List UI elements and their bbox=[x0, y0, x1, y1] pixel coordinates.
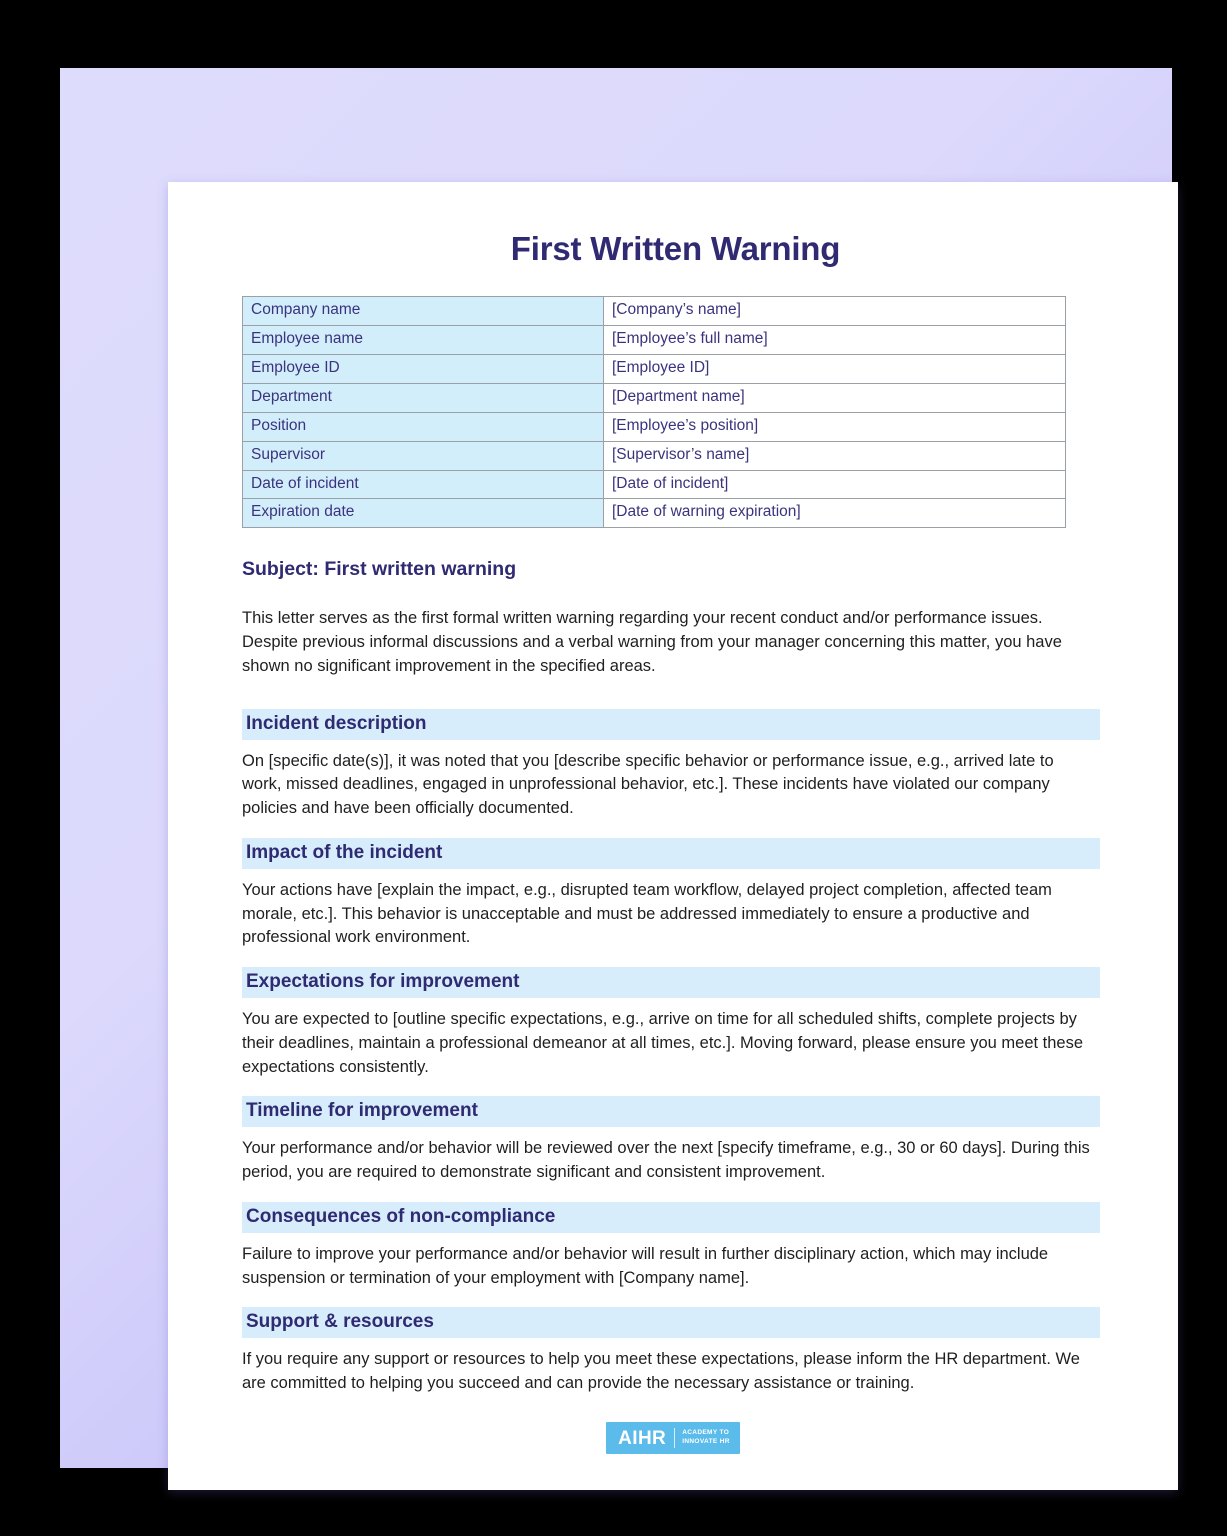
section-heading: Incident description bbox=[242, 709, 1100, 740]
employee-info-table bbox=[242, 296, 1066, 528]
info-label: Supervisor bbox=[243, 441, 604, 470]
info-label: Position bbox=[243, 412, 604, 441]
section-incident-description bbox=[242, 679, 1109, 821]
document-content bbox=[242, 182, 1109, 1396]
document-mat-background bbox=[60, 68, 1172, 1468]
aihr-logo-tagline bbox=[682, 1429, 730, 1446]
logo-divider bbox=[674, 1428, 675, 1448]
aihr-logo bbox=[606, 1422, 740, 1454]
section-support-and-resources bbox=[242, 1290, 1109, 1396]
info-value[interactable]: [Employee’s position] bbox=[604, 412, 1066, 441]
table-row bbox=[243, 470, 1066, 499]
section-body: Your performance and/or behavior will be reviewed over the next [specify timeframe, e.g., 30 or 60 days]. During this period, you are required to demonstrate significant and consistent improvement. bbox=[242, 1139, 1090, 1182]
info-label: Date of incident bbox=[243, 470, 604, 499]
subject-line: Subject: First written warning bbox=[242, 558, 517, 581]
section-consequences-of-non-compliance bbox=[242, 1185, 1109, 1291]
info-value[interactable]: [Date of warning expiration] bbox=[604, 499, 1066, 528]
document-page bbox=[168, 182, 1178, 1490]
section-heading: Support & resources bbox=[242, 1307, 1100, 1338]
section-heading: Expectations for improvement bbox=[242, 967, 1100, 998]
table-row bbox=[243, 354, 1066, 383]
section-expectations-for-improvement bbox=[242, 950, 1109, 1079]
info-label: Expiration date bbox=[243, 499, 604, 528]
info-label: Employee ID bbox=[243, 354, 604, 383]
info-value[interactable]: [Company’s name] bbox=[604, 297, 1066, 326]
info-value[interactable]: [Date of incident] bbox=[604, 470, 1066, 499]
info-label: Department bbox=[243, 383, 604, 412]
table-row bbox=[243, 383, 1066, 412]
section-body: If you require any support or resources to help you meet these expectations, please inform the HR department. We are committed to helping you succeed and can provide the necessary assistance or training. bbox=[242, 1350, 1080, 1393]
table-row bbox=[243, 297, 1066, 326]
document-footer bbox=[168, 1422, 1178, 1454]
aihr-logo-wordmark: AIHR bbox=[618, 1427, 667, 1449]
section-timeline-for-improvement bbox=[242, 1079, 1109, 1185]
section-body: Your actions have [explain the impact, e.g., disrupted team workflow, delayed project completion, affected team morale, etc.]. This behavior is unacceptable and must be addressed immediately to ensure a productive and professional work environment. bbox=[242, 880, 1052, 947]
table-row bbox=[243, 325, 1066, 354]
section-heading: Timeline for improvement bbox=[242, 1096, 1100, 1127]
section-heading: Impact of the incident bbox=[242, 838, 1100, 869]
table-row bbox=[243, 441, 1066, 470]
table-row bbox=[243, 499, 1066, 528]
page-title: First Written Warning bbox=[510, 230, 841, 267]
section-body: You are expected to [outline specific expectations, e.g., arrive on time for all scheduled shifts, complete projects by their deadlines, maintain a professional demeanor at all times, etc.]. Moving forward, please ensure you meet these expectations consistently. bbox=[242, 1010, 1084, 1076]
info-table-body bbox=[243, 297, 1066, 528]
logo-tagline-line-1: ACADEMY TO bbox=[682, 1429, 730, 1437]
logo-tagline-line-2: INNOVATE HR bbox=[682, 1438, 730, 1445]
section-impact-of-the-incident bbox=[242, 821, 1109, 950]
info-label: Company name bbox=[243, 297, 604, 326]
section-body: Failure to improve your performance and/or behavior will result in further disciplinary action, which may include suspension or termination of your employment with [Company name]. bbox=[242, 1244, 1049, 1287]
section-body: On [specific date(s)], it was noted that you [describe specific behavior or performance issue, e.g., arrived late to work, missed deadlines, engaged in unprofessional behavior, etc.]. These incidents have violated our company policies and have been officially documented. bbox=[242, 751, 1054, 818]
intro-paragraph: This letter serves as the first formal written warning regarding your recent conduct and/or performance issues. Despite previous informal discussions and a verbal warning from your manager concerning this matter, you have shown no significant improvement in the specified areas. bbox=[242, 609, 1062, 675]
info-value[interactable]: [Department name] bbox=[604, 383, 1066, 412]
info-label: Employee name bbox=[243, 325, 604, 354]
info-value[interactable]: [Employee’s full name] bbox=[604, 325, 1066, 354]
info-value[interactable]: [Employee ID] bbox=[604, 354, 1066, 383]
info-value[interactable]: [Supervisor’s name] bbox=[604, 441, 1066, 470]
section-heading: Consequences of non-compliance bbox=[242, 1202, 1100, 1233]
table-row bbox=[243, 412, 1066, 441]
